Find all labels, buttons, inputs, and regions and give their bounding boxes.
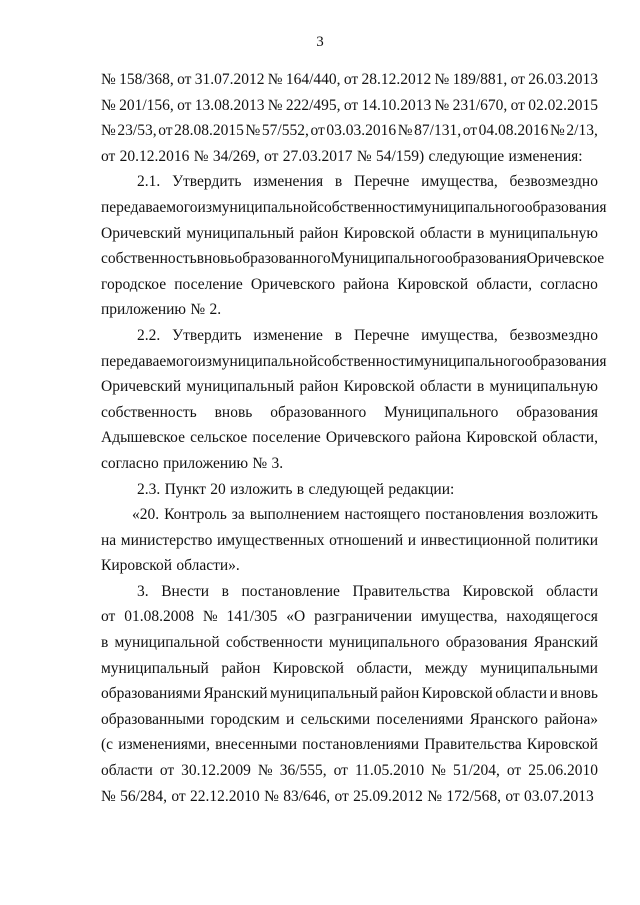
word: района xyxy=(415,429,462,447)
text-line xyxy=(101,67,598,93)
word: Кировской xyxy=(421,685,493,703)
word: от xyxy=(177,71,192,88)
word: образования xyxy=(524,352,607,370)
text-line xyxy=(101,604,598,630)
word: Кировской xyxy=(466,429,538,447)
word: № xyxy=(427,787,443,805)
word: от xyxy=(159,762,175,780)
word: 189/881, xyxy=(452,71,508,88)
word: 164/440, xyxy=(285,71,341,88)
word: области xyxy=(495,685,548,703)
word: 172/568, xyxy=(446,787,502,805)
word: приложению xyxy=(163,454,249,472)
word: Яранского xyxy=(469,710,539,728)
text-line xyxy=(101,246,605,272)
word: муниципальную xyxy=(489,224,598,242)
word: 222/495, xyxy=(285,96,341,114)
word: настоящего xyxy=(344,506,421,524)
word: 02.02.2015 xyxy=(528,96,598,114)
word: 20.12.2016 xyxy=(119,147,190,165)
word: 54/159) xyxy=(375,147,425,165)
word: муниципальный xyxy=(270,685,378,703)
word: Правительства xyxy=(352,582,451,600)
word: муниципальный xyxy=(101,659,209,677)
text-line xyxy=(101,758,598,784)
word: в xyxy=(296,480,305,498)
paragraph xyxy=(101,579,598,809)
word: № xyxy=(245,122,261,140)
word: собственности xyxy=(317,352,415,370)
word: Оричевский xyxy=(101,378,182,396)
word: в xyxy=(334,173,343,191)
word: № xyxy=(356,147,372,165)
word: вновь xyxy=(560,685,598,703)
word: муниципальными xyxy=(480,659,598,677)
word: области». xyxy=(176,557,240,575)
word: от xyxy=(264,147,279,165)
word: сельскими xyxy=(300,710,371,728)
word: Правительства xyxy=(424,736,522,754)
word: собственности xyxy=(317,198,415,216)
text-line xyxy=(101,553,598,579)
word: муниципальную xyxy=(489,378,598,396)
word: Внести xyxy=(161,582,210,600)
text-line xyxy=(101,349,607,375)
word: 3. xyxy=(271,454,284,472)
word: 03.03.2016 xyxy=(326,122,397,140)
word: образования xyxy=(444,250,527,268)
word: министерство xyxy=(120,531,213,549)
word: Кировской xyxy=(272,659,344,677)
word: от xyxy=(101,608,116,626)
word: «20. xyxy=(132,506,160,524)
word: Кировской xyxy=(397,275,469,293)
word: муниципального xyxy=(414,198,525,216)
word: 04.08.2016 xyxy=(478,122,549,140)
word: № xyxy=(101,71,116,88)
word: вновь xyxy=(196,250,235,268)
word: район xyxy=(380,685,420,703)
word: 2.2. xyxy=(137,326,161,344)
word: 36/555, xyxy=(279,762,327,780)
word: поселение xyxy=(174,275,243,293)
word: муниципального xyxy=(414,352,525,370)
word: 14.10.2013 xyxy=(361,96,432,114)
word: № xyxy=(101,787,116,805)
word: и xyxy=(286,710,295,728)
word: от xyxy=(310,122,325,140)
word: Оричевского xyxy=(325,429,411,447)
word: области, xyxy=(476,275,533,293)
word: возложить xyxy=(528,506,598,524)
word: и xyxy=(407,531,417,549)
text-line xyxy=(101,93,598,119)
word: 31.07.2012 xyxy=(194,71,265,88)
word: области, xyxy=(542,429,598,447)
word: Перечне xyxy=(353,326,410,344)
word: области xyxy=(101,762,153,780)
word: 141/305 xyxy=(226,608,278,626)
text-line xyxy=(101,323,598,349)
text-line xyxy=(101,272,598,298)
text-line xyxy=(101,502,598,528)
word: передаваемого xyxy=(101,352,198,370)
word: согласно xyxy=(540,275,598,293)
word: выполнением xyxy=(249,506,340,524)
paragraph xyxy=(101,169,607,323)
word: 03.07.2013 xyxy=(524,787,594,805)
word: № xyxy=(267,96,283,114)
text-line xyxy=(101,732,598,758)
text-line xyxy=(101,118,598,144)
word: Яранский xyxy=(533,634,598,652)
word: имущества, xyxy=(421,326,498,344)
text-line xyxy=(101,784,598,810)
word: Оричевское xyxy=(526,250,605,268)
word: поселение xyxy=(252,429,321,447)
text-line xyxy=(101,169,598,195)
word: собственность xyxy=(101,403,197,421)
word: № xyxy=(434,96,450,114)
paragraph xyxy=(101,323,607,477)
word: в xyxy=(476,378,485,396)
word: за xyxy=(231,506,245,524)
text-line xyxy=(101,579,598,605)
word: № xyxy=(202,608,218,626)
word: Утвердить xyxy=(172,173,242,191)
text-line xyxy=(101,221,598,247)
word: сельское xyxy=(190,429,248,447)
word: район xyxy=(299,224,339,242)
word: 3. xyxy=(137,582,149,600)
word: образованного xyxy=(270,403,367,421)
word: области xyxy=(546,582,598,600)
word: постановления xyxy=(425,506,524,524)
word: Муниципального xyxy=(330,250,445,268)
text-line xyxy=(101,656,598,682)
word: Оричевский xyxy=(101,224,182,242)
word: № xyxy=(257,762,273,780)
word: № xyxy=(190,301,206,319)
word: области, xyxy=(356,659,413,677)
word: № xyxy=(434,71,450,88)
word: 2.1. xyxy=(137,173,161,191)
word: № xyxy=(252,454,268,472)
word: образования xyxy=(524,198,607,216)
word: от xyxy=(462,122,478,140)
word: из xyxy=(197,198,212,216)
text-line xyxy=(101,374,598,400)
word: 28.08.2015 xyxy=(174,122,244,140)
word: № xyxy=(264,787,279,805)
word: от xyxy=(101,147,116,165)
word: № xyxy=(267,71,283,88)
word: области xyxy=(419,224,472,242)
word: района» xyxy=(544,710,598,728)
word: муниципальной xyxy=(211,352,318,370)
word: 57/552, xyxy=(261,122,309,140)
word: муниципальный xyxy=(186,224,295,242)
paragraph xyxy=(101,477,598,503)
word: Контроль xyxy=(164,506,227,524)
text-line xyxy=(101,528,598,554)
word: 11.05.2010 xyxy=(354,762,425,780)
word: 30.12.2009 xyxy=(181,762,251,780)
word: изменениями, xyxy=(118,736,210,754)
text-line xyxy=(101,297,598,323)
word: от xyxy=(510,96,525,114)
word: Кировской xyxy=(343,378,415,396)
word: (с xyxy=(101,736,114,754)
word: поселениями xyxy=(376,710,464,728)
word: район xyxy=(299,378,339,396)
paragraph xyxy=(101,502,598,579)
word: 01.08.2008 xyxy=(124,608,194,626)
word: безвозмездно xyxy=(509,173,598,191)
word: Оричевского xyxy=(250,275,336,293)
word: образованиями xyxy=(101,685,201,703)
word: имущества, xyxy=(421,173,498,191)
word: 2.3. xyxy=(137,480,161,498)
word: изменение xyxy=(253,326,323,344)
text-line xyxy=(101,425,598,451)
word: 25.09.2012 xyxy=(353,787,423,805)
document-body xyxy=(101,67,607,809)
word: 2. xyxy=(209,301,222,319)
word: 34/269, xyxy=(212,147,260,165)
word: Кировской xyxy=(101,557,173,575)
word: изменения xyxy=(253,173,324,191)
page-number: 3 xyxy=(316,34,324,50)
word: № xyxy=(397,122,413,140)
word: Кировской xyxy=(526,736,598,754)
word: находящегося xyxy=(506,608,598,626)
word: Муниципального xyxy=(384,403,499,421)
word: образованными xyxy=(101,710,205,728)
text-line xyxy=(101,195,607,221)
word: 13.08.2013 xyxy=(194,96,265,114)
word: отношений xyxy=(329,531,404,549)
word: образованного xyxy=(234,250,331,268)
word: 20 xyxy=(210,480,226,498)
word: № xyxy=(101,96,116,114)
word: имущественных xyxy=(216,531,325,549)
word: 158/368, xyxy=(119,71,174,88)
text-line xyxy=(101,451,598,477)
word: 231/670, xyxy=(452,96,508,114)
word: 26.03.2013 xyxy=(528,71,598,88)
word: «О xyxy=(286,608,306,626)
word: № xyxy=(101,122,116,140)
word: и xyxy=(549,685,558,703)
word: постановлениями xyxy=(302,736,420,754)
word: образования xyxy=(445,634,528,652)
word: Пункт xyxy=(164,480,206,498)
word: инвестиционной xyxy=(420,531,531,549)
text-line xyxy=(101,707,598,733)
word: 22.12.2010 xyxy=(190,787,260,805)
word: 51/204, xyxy=(452,762,500,780)
word: передаваемого xyxy=(101,198,198,216)
word: № xyxy=(431,762,446,780)
word: изменения: xyxy=(508,147,583,165)
word: муниципального xyxy=(329,634,440,652)
word: Утвердить xyxy=(172,326,242,344)
word: разграничении xyxy=(314,608,412,626)
text-line xyxy=(101,144,598,170)
word: от xyxy=(343,71,359,88)
word: № xyxy=(550,122,565,140)
word: в xyxy=(101,634,109,652)
word: от xyxy=(158,122,173,140)
word: постановление xyxy=(241,582,340,600)
word: политики xyxy=(535,531,598,549)
word: образования xyxy=(516,403,598,421)
word: 83/646, xyxy=(283,787,331,805)
word: 25.06.2010 xyxy=(528,762,598,780)
word: 87/131, xyxy=(414,122,462,140)
word: имущества, xyxy=(420,608,498,626)
word: следующие xyxy=(428,147,505,165)
word: области xyxy=(419,378,472,396)
word: Яранский xyxy=(203,685,268,703)
word: городским xyxy=(210,710,280,728)
word: от xyxy=(510,71,525,88)
word: муниципальной xyxy=(211,198,318,216)
text-line xyxy=(101,477,598,503)
word: изложить xyxy=(230,480,293,498)
word: собственности xyxy=(225,634,323,652)
word: городское xyxy=(101,275,167,293)
word: № xyxy=(193,147,209,165)
word: 28.12.2012 xyxy=(361,71,432,88)
text-line xyxy=(101,630,598,656)
word: внесенными xyxy=(215,736,298,754)
word: согласно xyxy=(101,454,159,472)
word: собственность xyxy=(101,250,197,268)
word: от xyxy=(171,787,186,805)
word: от xyxy=(505,787,520,805)
word: между xyxy=(424,659,468,677)
word: Перечне xyxy=(354,173,410,191)
word: от xyxy=(334,787,349,805)
word: следующей xyxy=(308,480,385,498)
word: от xyxy=(177,96,192,114)
word: Адышевское xyxy=(101,429,185,447)
text-line xyxy=(101,400,598,426)
word: Кировской xyxy=(343,224,415,242)
word: 201/156, xyxy=(119,96,174,114)
word: муниципальный xyxy=(186,378,295,396)
word: 23/53, xyxy=(117,122,157,140)
word: Кировской xyxy=(462,582,534,600)
word: редакции: xyxy=(388,480,455,498)
word: район xyxy=(221,659,261,677)
word: района xyxy=(343,275,390,293)
word: на xyxy=(101,531,117,549)
word: 56/284, xyxy=(120,787,168,805)
paragraph xyxy=(101,67,598,169)
word: в xyxy=(334,326,343,344)
word: муниципальной xyxy=(114,634,220,652)
word: в xyxy=(221,582,229,600)
word: 2/13, xyxy=(566,122,598,140)
word: вновь xyxy=(214,403,253,421)
word: в xyxy=(476,224,485,242)
word: безвозмездно xyxy=(509,326,598,344)
word: от xyxy=(343,96,359,114)
word: приложению xyxy=(101,301,186,319)
text-line xyxy=(101,681,598,707)
word: из xyxy=(197,352,212,370)
word: 27.03.2017 xyxy=(282,147,353,165)
word: от xyxy=(333,762,348,780)
word: от xyxy=(506,762,522,780)
